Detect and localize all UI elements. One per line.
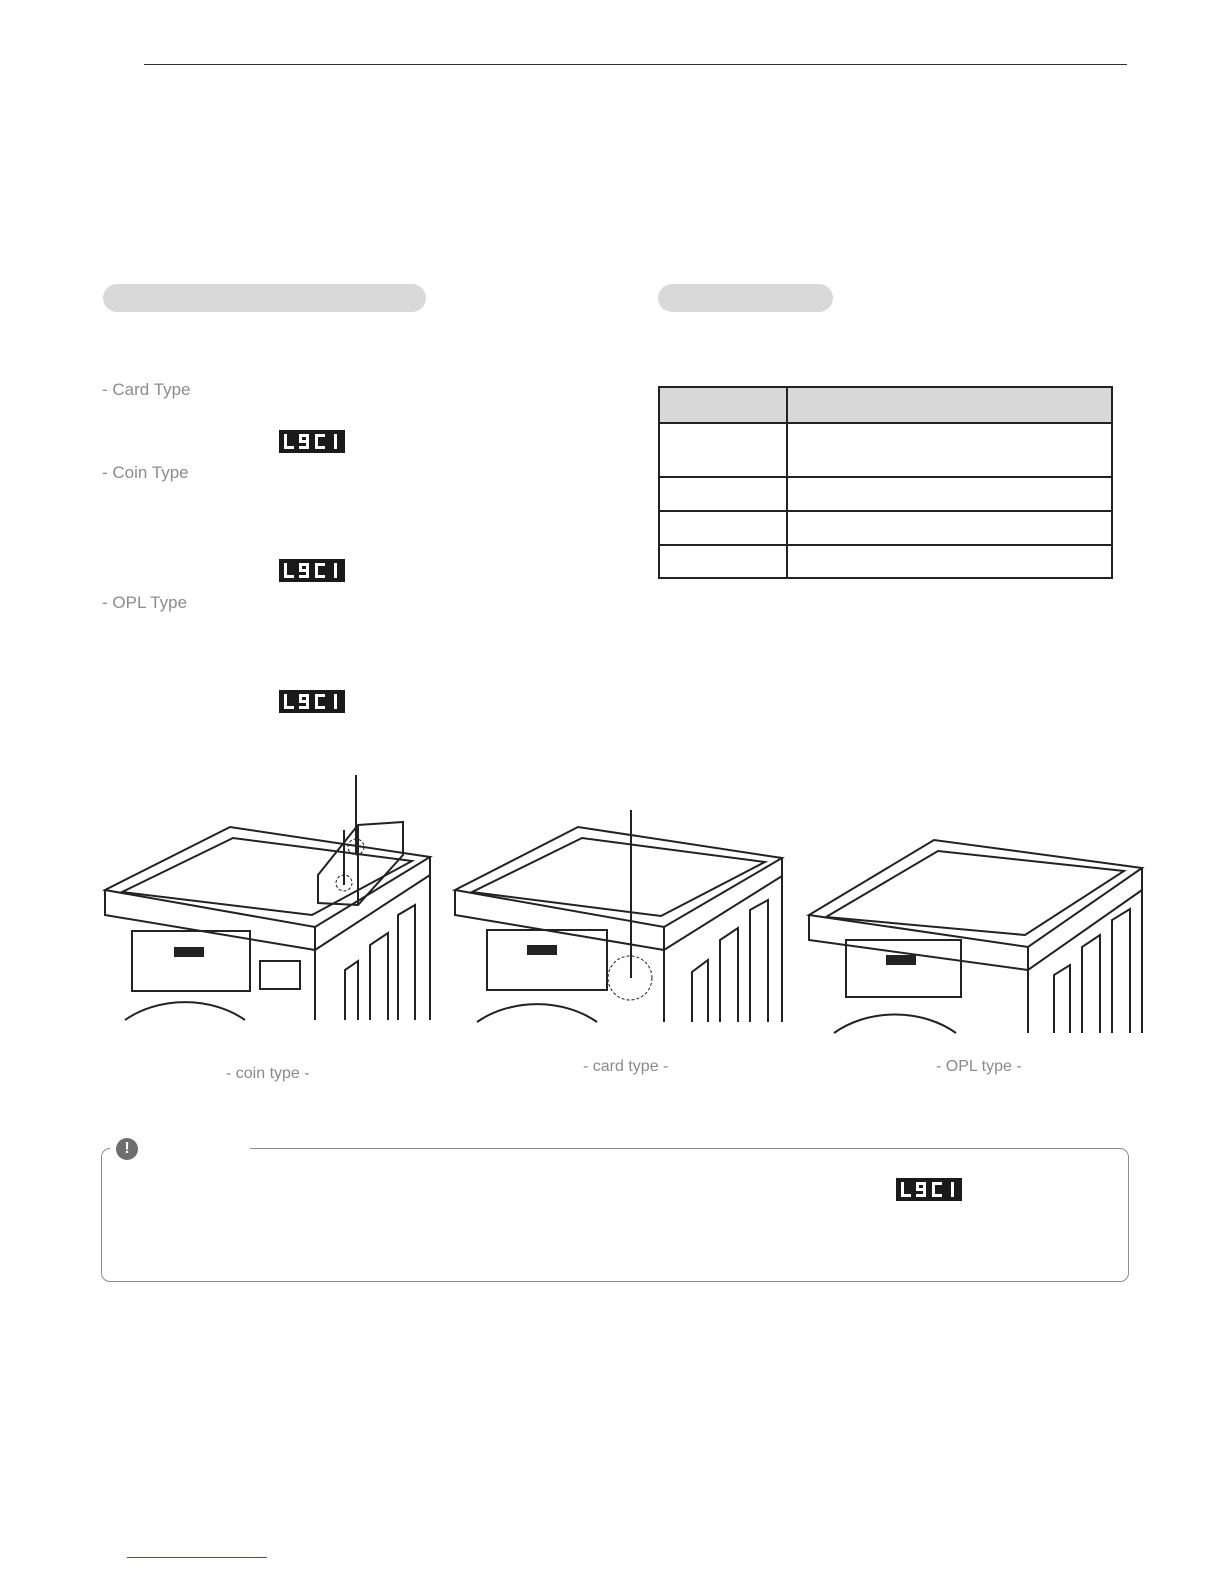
- note-exclamation-icon: !: [116, 1138, 138, 1160]
- header-rule: [144, 64, 1127, 65]
- section-heading-left: [103, 284, 426, 312]
- opl-type-washer-illustration: [806, 835, 1146, 1035]
- table-header-row: [660, 388, 1111, 424]
- coin-type-label: - Coin Type: [102, 463, 189, 482]
- footer-link-underline[interactable]: [127, 1557, 267, 1558]
- display-code-card-icon: [279, 430, 345, 453]
- coin-type-washer-illustration: [100, 775, 435, 1025]
- card-type-caption: - card type -: [583, 1058, 669, 1075]
- note-display-code-icon: [896, 1178, 962, 1201]
- card-type-label: - Card Type: [102, 380, 191, 399]
- opl-type-label: - OPL Type: [102, 593, 188, 612]
- settings-table: [658, 386, 1113, 579]
- display-code-opl-icon: [279, 690, 345, 713]
- section-heading-right: [658, 284, 833, 312]
- display-code-coin-icon: [279, 559, 345, 582]
- note-box: [101, 1148, 1129, 1282]
- card-type-washer-illustration: [452, 810, 787, 1025]
- opl-type-caption: - OPL type -: [936, 1058, 1022, 1075]
- coin-type-caption: - coin type -: [226, 1065, 310, 1082]
